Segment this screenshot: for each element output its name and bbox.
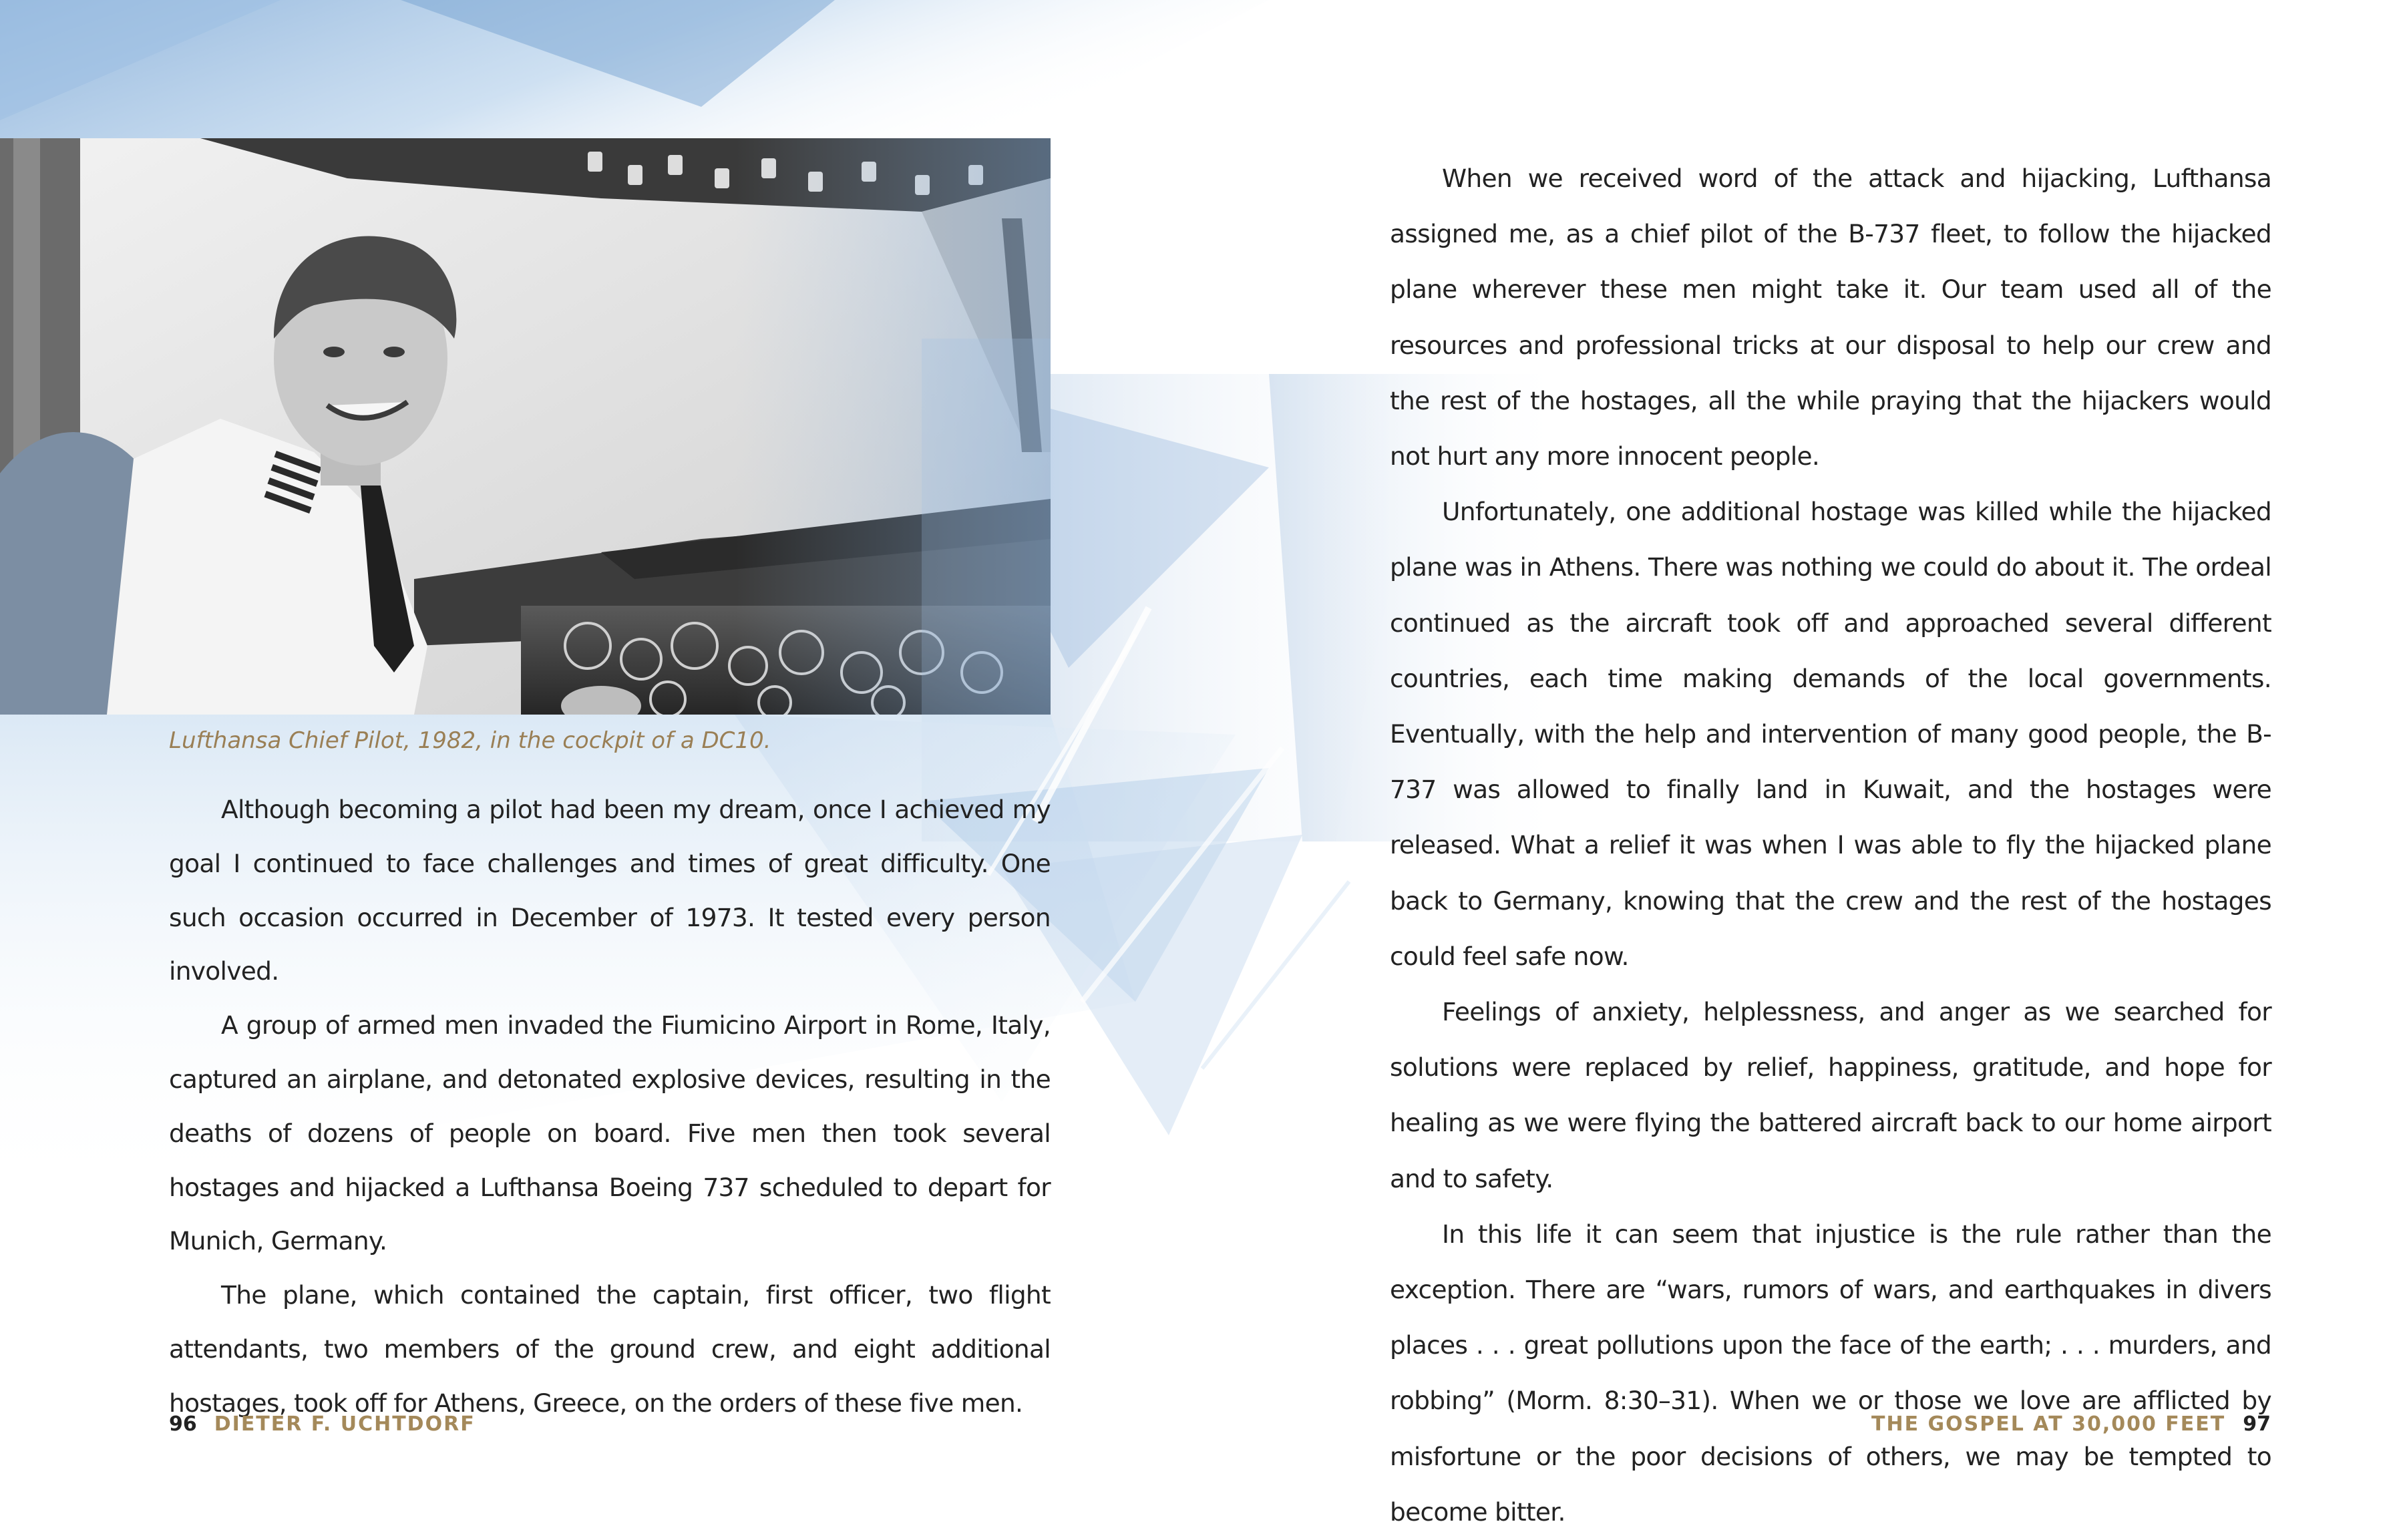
paragraph: The plane, which contained the captain, first officer, two flight attendants, two members of the ground crew, and eight additional hostages, took off for Athens, Greece, on the orders of these five men. — [169, 1280, 1051, 1418]
page-number: 97 — [2243, 1412, 2271, 1436]
paragraph: Although becoming a pilot had been my dream, once I achieved my goal I continued to face challenges and times of great difficulty. One such occasion occurred in December of 1973. It tested every person involved. — [169, 795, 1051, 986]
left-page-body — [169, 783, 1051, 1430]
paragraph: In this life it can seem that injustice is the rule rather than the exception. There are “wars, rumors of wars, and earthquakes in divers places . . . great pollutions upon the face of the earth; . . . murders, and robbing” (Morm. 8:30–31). When we or those we love are afflicted by misfortune or the poor decisions of others, we may be tempted to become bitter. — [1390, 1219, 2271, 1527]
right-folio — [1871, 1408, 2271, 1441]
paragraph: Unfortunately, one additional hostage was killed while the hijacked plane was in Athens. There was nothing we could do about it. The ordeal continued as the aircraft took off and approached several different countries, each time making demands of the local governments. Eventually, with the help and intervention of many good people, the B-737 was allowed to finally land in Kuwait, and the hostages were released. What a relief it was when I was able to fly the hijacked plane back to Germany, knowing that the crew and the rest of the hostages could feel safe now. — [1390, 497, 2271, 971]
photo-caption: Lufthansa Chief Pilot, 1982, in the cockpit of a DC10. — [169, 727, 771, 754]
page-number: 96 — [169, 1412, 197, 1436]
right-page-body — [1390, 151, 2271, 1540]
paragraph: Feelings of anxiety, helplessness, and anger as we searched for solutions were replaced by relief, happiness, gratitude, and hope for healing as we were flying the battered aircraft back to our home airport and to safety. — [1390, 997, 2271, 1193]
left-folio — [169, 1408, 476, 1441]
paragraph: When we received word of the attack and hijacking, Lufthansa assigned me, as a chief pilot of the B-737 fleet, to follow the hijacked plane wherever these men might take it. Our team used all of the resources and professional tricks at our disposal to help our crew and the rest of the hostages, all the while praying that the hijackers would not hurt any more innocent people. — [1390, 164, 2271, 471]
paragraph: A group of armed men invaded the Fiumicino Airport in Rome, Italy, captured an airplane, and detonated explosive devices, resulting in the deaths of dozens of people on board. Five men then took several hostages and hijacked a Lufthansa Boeing 737 scheduled to depart for Munich, Germany. — [169, 1010, 1051, 1256]
running-head-author: DIETER F. UCHTDORF — [214, 1412, 476, 1436]
cockpit-photo — [0, 138, 1051, 715]
running-head-title: THE GOSPEL AT 30,000 FEET — [1871, 1412, 2226, 1436]
